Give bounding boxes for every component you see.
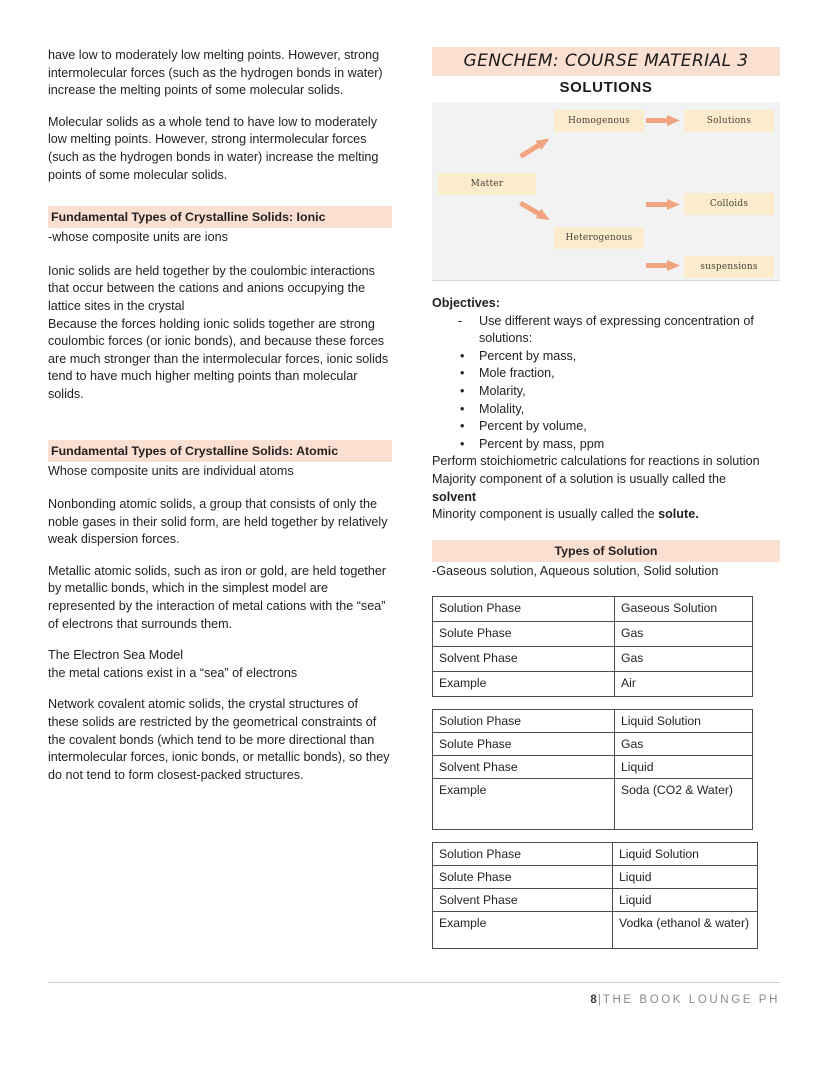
table-cell-label: Solvent Phase (433, 647, 615, 672)
majority-component-text: Majority component of a solution is usually called the (432, 471, 727, 486)
table-cell-label: Example (433, 779, 615, 830)
table-cell-label: Solvent Phase (433, 756, 615, 779)
spacer (432, 697, 780, 709)
objective-bullet-item (432, 383, 780, 401)
table-row (433, 912, 758, 949)
table-row (433, 843, 758, 866)
objective-bullet-text: Molarity, (479, 383, 526, 398)
spacer (432, 281, 780, 295)
table-cell-label: Solution Phase (433, 710, 615, 733)
bullet-marker: • (460, 383, 465, 398)
table-cell-value: Liquid (615, 756, 753, 779)
spacer (48, 418, 392, 440)
course-material-title-bar (432, 47, 780, 76)
table-row (433, 647, 753, 672)
solvent-term: solvent (432, 489, 477, 504)
objective-bullet-item (432, 348, 780, 366)
objective-bullet-text: Percent by volume, (479, 419, 587, 434)
table-cell-label: Solute Phase (433, 866, 613, 889)
paragraph-ionic-coulombic: Ionic solids are held together by the coulombic interactions that occur between the cations and anions occupying the lattice sites in the crystal (48, 263, 375, 313)
table-cell-label: Example (433, 912, 613, 949)
matter-classification-diagram (432, 102, 780, 281)
table-cell-value: Vodka (ethanol & water) (613, 912, 758, 949)
diagram-arrow-matter-to-heterogenous (518, 198, 553, 225)
table-cell-value: Gas (615, 733, 753, 756)
paragraph-majority-component (432, 471, 780, 506)
table-cell-value: Liquid (613, 866, 758, 889)
bullet-marker: • (460, 348, 465, 363)
table-row (433, 756, 753, 779)
objective-bullet-item (432, 365, 780, 383)
dash-marker: - (458, 313, 463, 328)
table-row (433, 597, 753, 622)
spacer (432, 524, 780, 540)
diagram-box-suspensions: suspensions (684, 256, 774, 278)
footer-separator: | (597, 994, 601, 1006)
paragraph-melting-points-continued: have low to moderately low melting points. However, strong intermolecular forces (such as the hydrogen bonds in water) increase the melting points of some molecular solids. (48, 48, 383, 98)
paragraph-nonbonding-atomic-solids: Nonbonding atomic solids, a group that consists of only the noble gases in their solid form, are held together by relatively weak dispersion forces. (48, 497, 388, 547)
objective-bullet-item (432, 418, 780, 436)
heading-crystalline-solids-atomic: Fundamental Types of Crystalline Solids: Atomic (48, 440, 392, 462)
paragraph-metallic-atomic-solids: Metallic atomic solids, such as iron or gold, are held together by metallic bonds, which in the simplest model are represented by the interaction of metal cations with the “sea” of electrons that surrounds them. (48, 563, 387, 631)
table-cell-value: Liquid (613, 889, 758, 912)
heading-crystalline-solids-ionic: Fundamental Types of Crystalline Solids: Ionic (48, 206, 392, 228)
objectives-heading: Objectives: (432, 296, 500, 310)
table-cell-value: Gas (615, 647, 753, 672)
table-gaseous-solution (432, 596, 753, 697)
table-row (433, 672, 753, 697)
bullet-marker: • (460, 436, 465, 451)
spacer (432, 830, 780, 842)
heading-types-of-solution: Types of Solution (432, 540, 780, 562)
objective-bullet-text: Mole fraction, (479, 366, 555, 381)
paragraph-ionic-melting-points: Because the forces holding ionic solids together are strong coulombic forces (or ionic bonds), and because these forces are much stronger than the intermolecular forces, ionic solids tend to have much higher melting points than molecular solids. (48, 316, 389, 401)
bullet-marker: • (460, 366, 465, 381)
objective-bullet-text: Percent by mass, (479, 348, 577, 363)
diagram-box-colloids: Colloids (684, 193, 774, 215)
subline-ionic-composite-units: -whose composite units are ions (48, 230, 228, 245)
diagram-arrow-matter-to-homogenous (518, 134, 553, 161)
objective-bullet-text: Molality, (479, 401, 525, 416)
spacer (48, 480, 392, 496)
spacer (432, 580, 780, 596)
paragraph-network-covalent-solids: Network covalent atomic solids, the crystal structures of these solids are restricted by the geometrical constraints of the covalent bonds (which tend to be more directional than intermolecular forces, ionic bonds, or metallic bonds), so they do not tend to form closest-packed structures. (48, 697, 390, 782)
table-row (433, 710, 753, 733)
footer-publisher: THE BOOK LOUNGE PH (602, 994, 780, 1006)
heading-electron-sea-model: The Electron Sea Model (48, 648, 184, 663)
solute-term: solute. (658, 507, 699, 522)
table-cell-value: Liquid Solution (615, 710, 753, 733)
spacer (48, 198, 392, 206)
table-cell-value: Gas (615, 622, 753, 647)
table-liquid-solution-gas-solute (432, 709, 753, 830)
table-cell-value: Air (615, 672, 753, 697)
table-cell-label: Solute Phase (433, 622, 615, 647)
diagram-box-matter: Matter (438, 173, 536, 195)
table-row (433, 622, 753, 647)
subline-atomic-composite-units: Whose composite units are individual atoms (48, 463, 294, 478)
footer-page-number: 8 (590, 994, 597, 1006)
subline-types-of-solution: -Gaseous solution, Aqueous solution, Solid solution (432, 563, 719, 578)
table-cell-label: Solution Phase (433, 843, 613, 866)
paragraph-minority-component (432, 506, 780, 524)
objective-bullet-text: Percent by mass, ppm (479, 436, 605, 451)
page-footer (48, 982, 780, 1008)
table-cell-label: Example (433, 672, 615, 697)
diagram-box-solutions: Solutions (684, 110, 774, 132)
table-row (433, 889, 758, 912)
objectives-dash-list (432, 313, 780, 348)
objective-bullet-item (432, 401, 780, 419)
table-row (433, 866, 758, 889)
diagram-arrow-heterogenous-to-colloids (646, 199, 680, 210)
objectives-bullet-list (432, 348, 780, 454)
table-cell-label: Solvent Phase (433, 889, 613, 912)
objective-bullet-item (432, 436, 780, 454)
table-row (433, 733, 753, 756)
table-cell-label: Solute Phase (433, 733, 615, 756)
diagram-box-heterogenous: Heterogenous (554, 227, 644, 249)
paragraph-molecular-solids: Molecular solids as a whole tend to have low to moderately low melting points. However, strong intermolecular forces (such as the hydrogen bonds in water) increase the melting points of some molecular solids. (48, 114, 379, 182)
bullet-marker: • (460, 401, 465, 416)
minority-component-text: Minority component is usually called the (432, 507, 659, 522)
course-material-title: GENCHEM: COURSE MATERIAL 3 (463, 51, 749, 71)
objective-dash-item (432, 313, 780, 348)
diagram-arrow-heterogenous-to-suspensions (646, 260, 680, 271)
table-row (433, 779, 753, 830)
page-columns (48, 47, 780, 949)
diagram-arrow-homogenous-to-solutions (646, 115, 680, 126)
left-column (48, 47, 392, 798)
table-cell-value: Liquid Solution (613, 843, 758, 866)
table-liquid-solution-liquid-solute (432, 842, 758, 949)
bullet-marker: • (460, 419, 465, 434)
paragraph-electron-sea-model: the metal cations exist in a “sea” of electrons (48, 665, 298, 680)
objective-dash-text: Use different ways of expressing concentration of solutions: (479, 313, 754, 346)
page-subtitle: SOLUTIONS (559, 79, 653, 96)
table-cell-value: Gaseous Solution (615, 597, 753, 622)
table-cell-label: Solution Phase (433, 597, 615, 622)
table-cell-value: Soda (CO2 & Water) (615, 779, 753, 830)
right-column (432, 47, 780, 949)
spacer (48, 247, 392, 263)
paragraph-perform-stoichiometric: Perform stoichiometric calculations for reactions in solution (432, 454, 760, 469)
diagram-box-homogenous: Homogenous (554, 110, 644, 132)
